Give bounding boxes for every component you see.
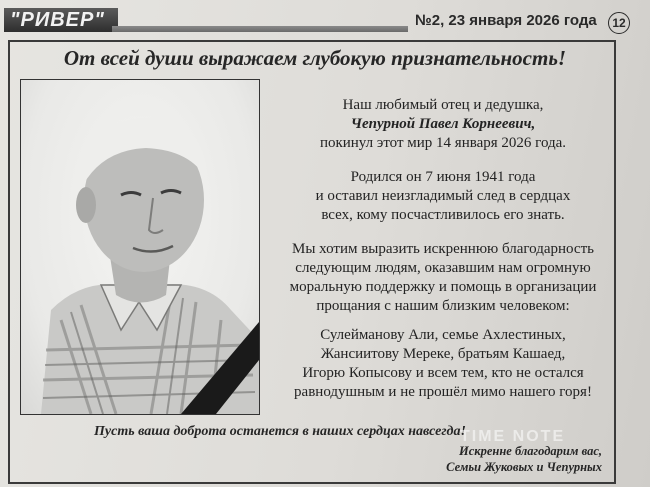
masthead-rule (112, 26, 408, 32)
text-line: Родился он 7 июня 1941 года (350, 169, 536, 185)
signature-line-2: Семьи Жуковых и Чепурных (446, 460, 602, 474)
text-line: моральную поддержку и помощь в организации (289, 279, 597, 295)
text-line: всех, кому посчастливилось его знать. (321, 207, 565, 223)
paragraph-biography (276, 168, 610, 225)
paragraph-announcement (276, 96, 610, 153)
notice-headline: От всей души выражаем глубокую признательность! (63, 46, 567, 70)
text-line: Игорю Копысову и всем тем, кто не остался (302, 365, 584, 381)
notice-motto: Пусть ваша доброта останется в наших сердцах навсегда! (94, 424, 466, 439)
text-line: следующим людям, оказавшим нам огромную (295, 260, 591, 276)
text-line: Сулейманову Али, семье Ахлестиных, (320, 327, 566, 343)
paragraph-gratitude (276, 240, 610, 316)
portrait-illustration (21, 80, 259, 414)
text-line: Жансиитову Мереке, братьям Кашаед, (320, 346, 566, 362)
text-line: Наш любимый отец и дедушка, (342, 97, 544, 113)
watermark: TIME NOTE (460, 428, 566, 445)
signature-line-1: Искренне благодарим вас, (458, 444, 602, 458)
text-line: равнодушным и не прошёл мимо нашего горя! (294, 384, 592, 400)
masthead (0, 6, 640, 36)
newspaper-brand: "РИВЕР" (4, 8, 118, 32)
issue-date: №2, 23 января 2026 года (415, 12, 597, 29)
text-line: Мы хотим выразить искреннюю благодарность (292, 241, 594, 257)
text-line: покинул этот мир 14 января 2026 года. (319, 135, 567, 151)
deceased-name: Чепурной Павел Корнеевич, (350, 116, 536, 132)
page-number: 12 (608, 12, 630, 34)
adjacent-column-edge (622, 300, 650, 480)
text-line: прощания с нашим близким человеком: (316, 298, 570, 314)
portrait-photo (20, 79, 260, 415)
paragraph-thanks-list (276, 326, 610, 402)
text-line: и оставил неизгладимый след в сердцах (315, 188, 571, 204)
